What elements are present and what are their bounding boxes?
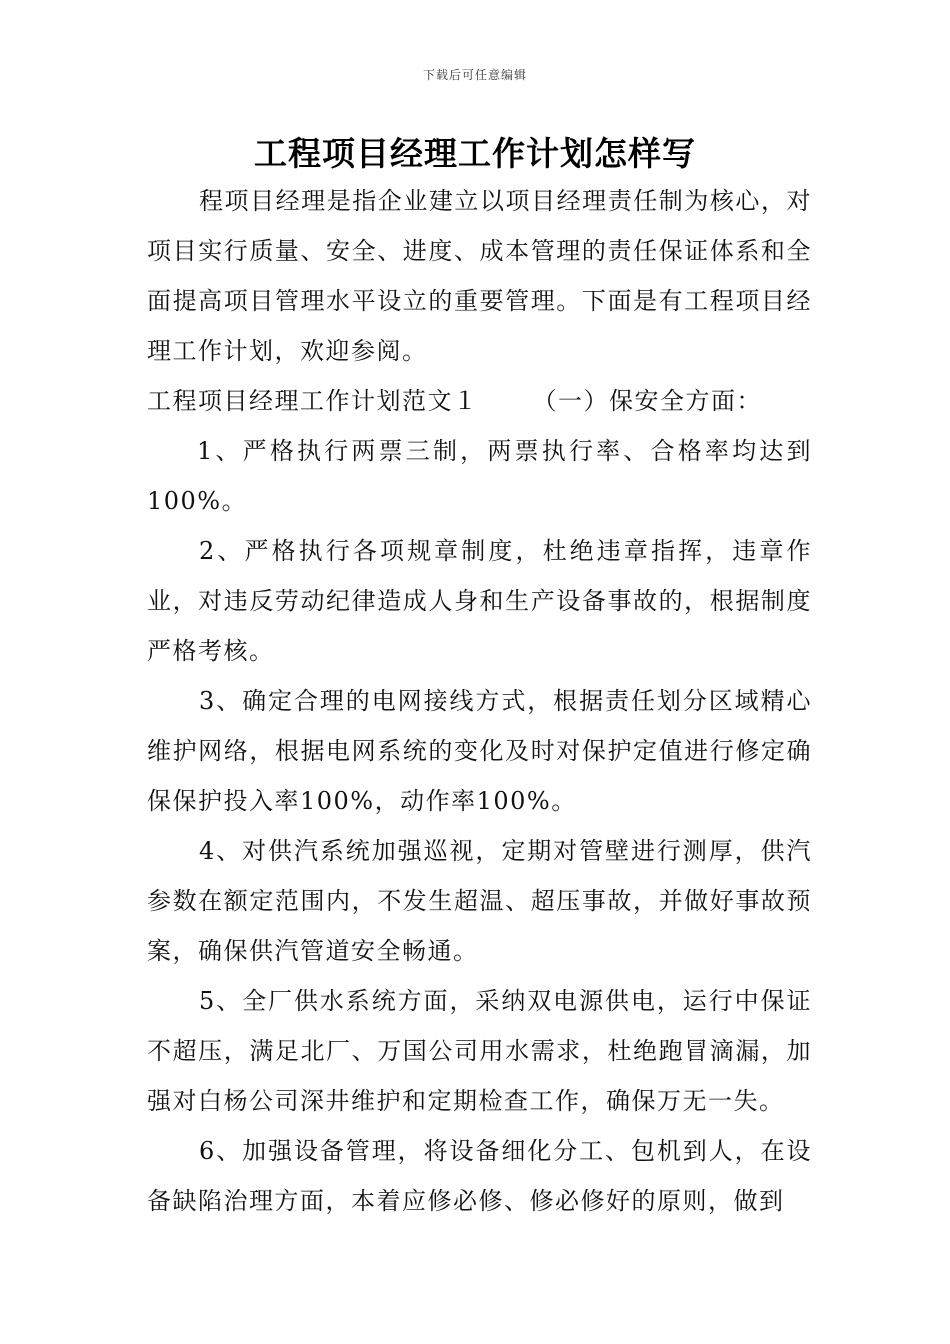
list-item-1: 1、严格执行两票三制，两票执行率、合格率均达到100%。 xyxy=(147,437,812,515)
section-subheading: （一）保安全方面： xyxy=(532,387,762,415)
section-heading: 工程项目经理工作计划范文１ xyxy=(147,387,479,415)
document-title: 工程项目经理工作计划怎样写 xyxy=(254,134,696,173)
list-item-4: 4、对供汽系统加强巡视，定期对管壁进行测厚，供汽参数在额定范围内，不发生超温、超压事故，并做好事故预案，确保供汽管道安全畅通。 xyxy=(147,837,812,965)
section-heading-line xyxy=(147,376,812,426)
document-body xyxy=(147,176,812,1226)
intro-paragraph: 程项目经理是指企业建立以项目经理责任制为核心，对项目实行质量、安全、进度、成本管理的责任保证体系和全面提高项目管理水平设立的重要管理。下面是有工程项目经理工作计划，欢迎参阅。 xyxy=(147,187,812,365)
list-item-2: 2、严格执行各项规章制度，杜绝违章指挥，违章作业，对违反劳动纪律造成人身和生产设备事故的，根据制度严格考核。 xyxy=(147,537,812,665)
list-item-6: 6、加强设备管理，将设备细化分工、包机到人，在设备缺陷治理方面，本着应修必修、修必修好的原则，做到 xyxy=(147,1137,812,1215)
header-note: 下载后可任意编辑 xyxy=(422,68,527,82)
list-item-3: 3、确定合理的电网接线方式，根据责任划分区域精心维护网络，根据电网系统的变化及时对保护定值进行修定确保保护投入率100%，动作率100%。 xyxy=(147,687,812,815)
list-item-5: 5、全厂供水系统方面，采纳双电源供电，运行中保证不超压，满足北厂、万国公司用水需求，杜绝跑冒滴漏，加强对白杨公司深井维护和定期检查工作，确保万无一失。 xyxy=(147,987,812,1115)
